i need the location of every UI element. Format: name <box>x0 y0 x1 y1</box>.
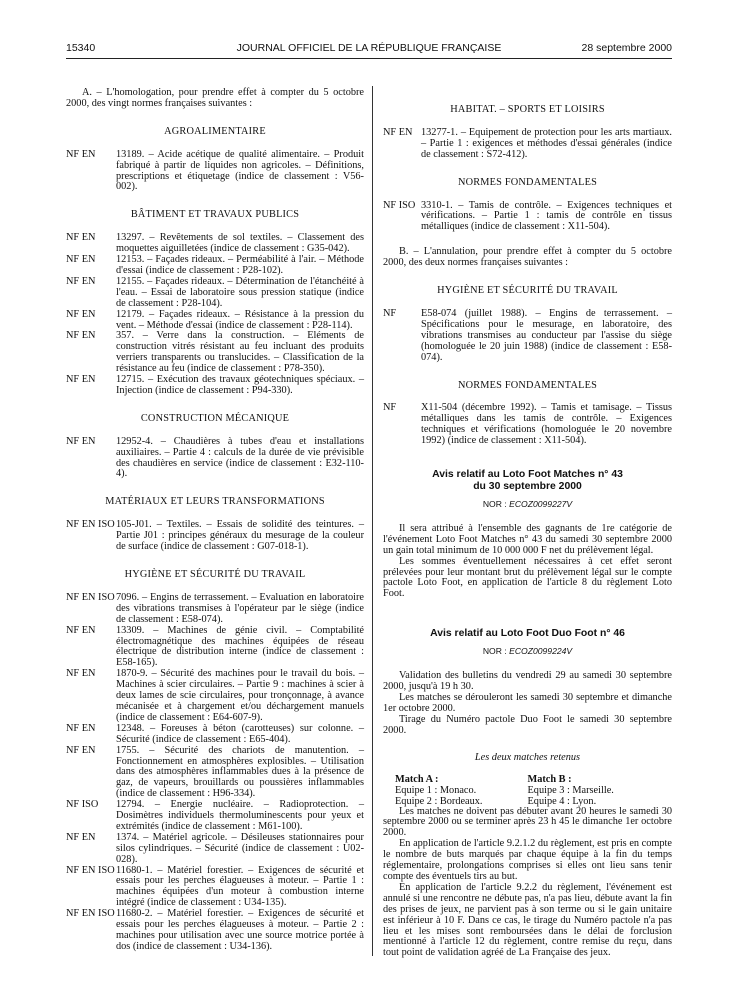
standard-entry <box>66 800 364 833</box>
standard-description: 12952-4. – Chaudières à tubes d'eau et installations auxiliaires. – Partie 4 : calculs de la durée de vie prévisible des chaudières en service (indice de classement : E32-110-4). <box>116 435 364 480</box>
standard-code: NF ISO <box>66 799 99 811</box>
standard-code: NF EN <box>66 374 96 386</box>
standard-entry <box>66 833 364 866</box>
standard-description: 12715. – Exécution des travaux géotechniques spéciaux. – Injection (indice de classement : P94-330). <box>116 374 364 396</box>
standard-description: 1755. – Sécurité des chariots de manutention. – Fonctionnement en atmosphères explosibles. – Utilisation dans des atmosphères inflammables dues à la présence de gaz, de vapeurs, brouillards ou poussières inflammables (indice de classement : H96-334). <box>116 744 364 800</box>
match-b-team2: Equipe 4 : Lyon. <box>527 795 597 807</box>
section-heading: HYGIÈNE ET SÉCURITÉ DU TRAVAIL <box>124 569 306 580</box>
standard-entry <box>66 669 364 724</box>
match-a-label: Match A : <box>395 773 439 785</box>
match-b-team1: Equipe 3 : Marseille. <box>527 784 614 796</box>
standard-code: NF <box>383 307 397 319</box>
standard-description: 357. – Verre dans la construction. – Eléments de construction vitrés résistant au feu incluant des produits verriers transparents ou translucides. – Classification de la résistance au feu (indice de classement : P78-350). <box>116 330 364 375</box>
standard-entry <box>66 866 364 910</box>
right-sections-a <box>383 105 672 233</box>
section-heading: BÂTIMENT ET TRAVAUX PUBLICS <box>130 209 300 221</box>
standard-entry <box>66 626 364 670</box>
standard-code: NF EN <box>66 148 96 160</box>
nor-label: NOR : <box>482 646 507 657</box>
left-sections <box>66 127 364 953</box>
section-heading: NORMES FONDAMENTALES <box>457 379 598 391</box>
matches-table <box>383 774 672 807</box>
right-sections-b <box>383 286 672 447</box>
standard-description: 13309. – Machines de génie civil. – Comptabilité électromagnétique des machines équipées de réseau électrique de distribution interne (indice de classement : E58-165). <box>116 624 364 669</box>
standard-code: NF EN <box>66 435 96 447</box>
standard-description: 13189. – Acide acétique de qualité alimentaire. – Produit fabriqué à partir de liquides non agricoles. – Définitions, prescriptions et étiquetage (indice de classement : V56-002). <box>116 148 364 193</box>
duo-foot-notice <box>383 628 672 959</box>
standard-description: 13277-1. – Equipement de protection pour les arts martiaux. – Partie 1 : exigences et méthodes d'essai générales (indice de classement : S72-412). <box>421 126 672 160</box>
standard-entry <box>66 375 364 397</box>
standard-description: 11680-1. – Matériel forestier. – Exigences de sécurité et essais pour les perches élagueuses à moteur. – Partie 1 : machines équipées d'un moteur à combustion interne intégré (indice de classement : U34-135). <box>116 864 364 909</box>
standard-description: E58-074 (juillet 1988). – Engins de terrassement. – Spécifications pour le mesurage, en laboratoire, des vibrations transmises au conducteur par l'assise du siège (homologuée le 20 juin 1988) (indice de classement : E58-074). <box>421 307 672 363</box>
standard-code: NF ISO <box>383 199 416 211</box>
standard-code: NF EN <box>66 330 96 342</box>
page-header <box>66 42 672 59</box>
standard-code: NF EN ISO <box>66 591 115 603</box>
annulation-intro: B. – L'annulation, pour prendre effet à compter du 5 octobre 2000, des deux normes françaises suivantes : <box>383 246 672 269</box>
match-a-team2: Equipe 2 : Bordeaux. <box>395 795 483 807</box>
standard-description: 3310-1. – Tamis de contrôle. – Exigences techniques et vérifications. – Partie 1 : tamis de contrôle en tissus métalliques (indice de classement : X11-504). <box>421 199 672 233</box>
standard-description: 12348. – Foreuses à béton (carotteuses) sur colonne. – Sécurité (indice de classement : E65-404). <box>116 722 364 745</box>
left-column <box>66 88 364 953</box>
column-divider <box>372 86 373 956</box>
standard-description: 1870-9. – Sécurité des machines pour le travail du bois. – Machines à scier circulaires. – Partie 9 : machines à scier à deux lames de scie circulaires, pour tronçonnage, à avance mécanisée et à chargement et/ou déchargement manuels (indice de classement : E64-607-9). <box>116 668 364 723</box>
standard-code: NF EN <box>66 254 96 266</box>
standard-description: 105-J01. – Textiles. – Essais de solidité des teintures. – Partie J01 : principes généraux du mesurage de la couleur de surface (indice de classement : G07-018-1). <box>116 519 364 553</box>
notice-title <box>383 469 672 493</box>
standard-entry <box>66 746 364 801</box>
notice-paragraph: Les matches ne doivent pas débuter avant 20 heures le samedi 30 septembre 2000 ou se terminer après 23 h 45 le dimanche 1er octobre 2000. <box>383 805 672 839</box>
standard-entry <box>383 128 672 161</box>
section-heading: AGROALIMENTAIRE <box>164 125 266 137</box>
standard-description: 13297. – Revêtements de sol textiles. – Classement des moquettes aiguilletées (indice de classement : G35-042). <box>116 232 364 255</box>
standard-description: 12153. – Façades rideaux. – Perméabilité à l'air. – Méthode d'essai (indice de classement : P28-102). <box>116 254 364 276</box>
notice-title: Avis relatif au Loto Foot Duo Foot n° 46 <box>430 628 625 640</box>
standard-code: NF EN <box>66 232 96 244</box>
notice-title-line1: Avis relatif au Loto Foot Matches n° 43 <box>432 469 623 481</box>
standard-code: NF EN <box>66 275 96 287</box>
page-number: 15340 <box>66 42 96 54</box>
standard-description: 11680-2. – Matériel forestier. – Exigences de sécurité et essais pour les perches élagueuses à moteur. – Partie 2 : machines pour utilisation avec une source motrice portée à dos (indice de classement : U34-136). <box>116 908 364 952</box>
notice-paragraph: Les sommes éventuellement nécessaires à cet effet seront prélevées pour leur montant brut du prélèvement légal sur le compte pactole Loto Foot, en application de l'article 8 du règlement Loto Foot. <box>383 555 672 600</box>
standard-entry <box>383 201 672 234</box>
notice-paragraph: En application de l'article 9.2.1.2 du règlement, est pris en compte le nombre de buts marqués par chaque équipe à la fin du temps réglementaire, prolongations comprises si elles ont lieu sans tenir compte des éventuels tirs au but. <box>383 838 672 882</box>
section-heading: MATÉRIAUX ET LEURS TRANSFORMATIONS <box>105 496 325 508</box>
standard-entry <box>66 593 364 626</box>
loto-foot-notice <box>383 469 672 600</box>
standard-code: NF EN <box>66 624 96 636</box>
matches-subtitle: Les deux matches retenus <box>474 751 581 763</box>
section-heading: HYGIÈNE ET SÉCURITÉ DU TRAVAIL <box>437 285 618 297</box>
notice-paragraph: Tirage du Numéro pactole Duo Foot le samedi 30 septembre 2000. <box>383 713 672 736</box>
standard-code: NF EN <box>66 668 96 680</box>
standard-entry <box>66 233 364 255</box>
notice-paragraph: Il sera attribué à l'ensemble des gagnants de 1re catégorie de l'événement Loto Foot Matches n° 43 du samedi 30 septembre 2000 un gain total minimum de 10 000 000 F net du prélèvement légal. <box>383 522 672 556</box>
standard-entry <box>66 255 364 277</box>
standard-code: NF EN <box>66 744 96 756</box>
standard-description: 7096. – Engins de terrassement. – Evaluation en laboratoire des vibrations transmises à l'opérateur par le siège (indice de classement : E58-074). <box>116 591 364 625</box>
nor-code: ECOZ0099224V <box>509 646 573 657</box>
nor-code: ECOZ0099227V <box>509 499 573 510</box>
standard-code: NF EN ISO <box>66 908 115 920</box>
notice-paragraph: Validation des bulletins du vendredi 29 au samedi 30 septembre 2000, jusqu'à 19 h 30. <box>383 670 672 693</box>
standard-description: 1374. – Matériel agricole. – Désileuses stationnaires pour silos cylindriques. – Sécurité (indice de classement : U02-028). <box>116 831 364 865</box>
standard-entry <box>383 403 672 447</box>
match-a-team1: Equipe 1 : Monaco. <box>395 784 477 796</box>
notice-paragraph: En application de l'article 9.2.2 du règlement, l'événement est annulé si une rencontre ne débute pas, n'a pas lieu, débute avant la fin des prises de jeux, ne parvient pas à son terme ou si le gain unitaire est inférieur à 10 F. Dans ce cas, le tirage du Numéro pactole n'a pas lieu et les mises sont remboursées dans le délai de forclusion mentionné à l'article 12 du règlement, contre remise du reçu, dans tout point de validation agréé de La Française des jeux. <box>383 881 672 959</box>
homologation-intro: A. – L'homologation, pour prendre effet à compter du 5 octobre 2000, des vingt normes françaises suivantes : <box>66 87 364 109</box>
standard-entry <box>66 150 364 194</box>
standard-entry <box>66 331 364 375</box>
standard-code: NF EN <box>66 722 96 734</box>
journal-title: JOURNAL OFFICIEL DE LA RÉPUBLIQUE FRANÇAISE <box>236 42 502 54</box>
standard-entry <box>66 277 364 310</box>
standard-code: NF EN <box>66 831 96 843</box>
standard-entry <box>66 909 364 953</box>
standard-description: 12179. – Façades rideaux. – Résistance à la pression du vent. – Méthode d'essai (indice de classement : P28-114). <box>116 308 364 331</box>
standard-description: X11-504 (décembre 1992). – Tamis et tamisage. – Tissus métalliques dans les tamis de contrôle. – Exigences techniques et vérifications (homologuée le 20 novembre 1992) (indice de classement : X11-504). <box>421 402 672 447</box>
standard-code: NF <box>383 402 397 414</box>
issue-date: 28 septembre 2000 <box>581 42 672 54</box>
standard-entry <box>66 310 364 332</box>
standard-description: 12794. – Energie nucléaire. – Radioprotection. – Dosimètres individuels thermoluminescents pour yeux et extrémités (indice de classement : M61-100). <box>116 799 364 832</box>
notice-title-line2: du 30 septembre 2000 <box>473 481 582 493</box>
standard-entry <box>66 520 364 553</box>
right-column <box>383 88 672 959</box>
notice-paragraph: Les matches se dérouleront les samedi 30 septembre et dimanche 1er octobre 2000. <box>383 692 672 714</box>
standard-entry <box>383 309 672 364</box>
section-heading: CONSTRUCTION MÉCANIQUE <box>140 412 290 424</box>
standard-description: 12155. – Façades rideaux. – Détermination de l'étanchéité à l'eau. – Essai de laboratoire sous pression statique (indice de classement : P28-104). <box>116 275 364 309</box>
standard-entry <box>66 724 364 746</box>
section-heading: NORMES FONDAMENTALES <box>457 176 598 188</box>
section-heading: HABITAT. – SPORTS ET LOISIRS <box>450 104 605 115</box>
standard-code: NF EN ISO <box>66 519 115 531</box>
nor-reference <box>383 499 672 510</box>
standard-code: NF EN <box>66 308 96 320</box>
nor-label: NOR : <box>482 499 507 510</box>
standard-entry <box>66 437 364 481</box>
match-b-label: Match B : <box>527 773 572 785</box>
nor-reference <box>383 646 672 657</box>
standard-code: NF EN ISO <box>66 864 115 876</box>
standard-code: NF EN <box>383 126 413 138</box>
